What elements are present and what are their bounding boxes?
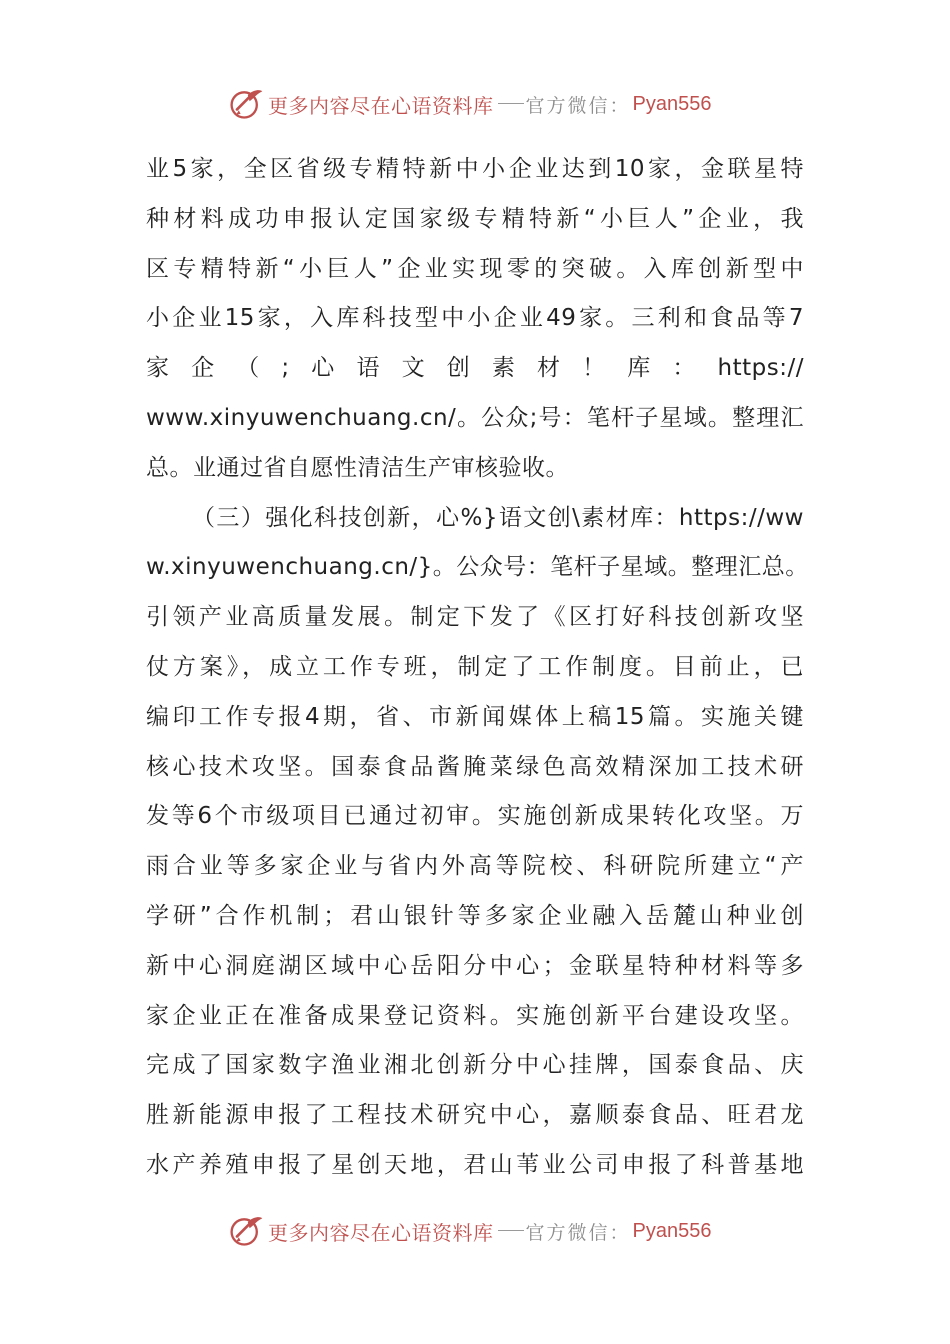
text-line: 学研”合作机制；君山银针等多家企业融入岳麓山种业创 (146, 902, 804, 929)
text-line: 种材料成功申报认定国家级专精特新“小巨人”企业，我 (146, 205, 804, 232)
banner-dash-divider (498, 103, 524, 104)
text-line: 胜新能源申报了工程技术研究中心，嘉顺泰食品、旺君龙 (146, 1102, 804, 1129)
text-line: 区专精特新“小巨人”企业实现零的突破。入库创新型中 (146, 255, 804, 282)
text-line: 核心技术攻坚。国泰食品酱腌菜绿色高效精深加工技术研 (146, 753, 804, 780)
text-line: 水产养殖申报了星创天地，君山苇业公司申报了科普基地 (146, 1151, 804, 1178)
banner-slogan: 更多内容尽在心语资料库 (268, 93, 494, 118)
text-line: 总。业通过省自愿性清洁生产审核验收。 (146, 454, 569, 481)
section-heading-line: （三）强化科技创新，心%}语文创\素材库：https://ww (192, 504, 804, 531)
document-body (146, 145, 809, 1191)
banner-official-label: 官方微信： (525, 1221, 631, 1244)
text-line: 引领产业高质量发展。制定下发了《区打好科技创新攻坚 (146, 604, 804, 631)
banner-wechat-handle: Pyan556 (632, 1219, 712, 1242)
text-line: 雨合业等多家企业与省内外高等院校、科研院所建立“产 (146, 853, 804, 880)
text-line: 发等6个市级项目已通过初审。实施创新成果转化攻坚。万 (146, 803, 804, 830)
text-line: 编印工作专报4期，省、市新闻媒体上稿15篇。实施关键 (146, 703, 804, 730)
text-line: www.xinyuwenchuang.cn/。公众;号：笔杆子星域。整理汇 (146, 404, 804, 431)
text-line: 新中心洞庭湖区域中心岳阳分中心；金联星特种材料等多 (146, 952, 804, 979)
quill-seal-logo-icon (228, 1213, 264, 1249)
footer-banner (228, 1211, 711, 1251)
text-line: w.xinyuwenchuang.cn/}。公众号：笔杆子星域。整理汇总。 (146, 554, 809, 581)
banner-dash-divider (498, 1230, 524, 1231)
text-line: 家企业正在准备成果登记资料。实施创新平台建设攻坚。 (146, 1002, 804, 1029)
quill-seal-logo-icon (228, 86, 264, 122)
header-banner (228, 84, 711, 124)
text-line: 仗方案》，成立工作专班，制定了工作制度。目前止，已 (146, 653, 804, 680)
banner-wechat-handle: Pyan556 (632, 92, 712, 115)
banner-official-label: 官方微信： (525, 94, 631, 117)
text-line: 完成了国家数字渔业湘北创新分中心挂牌，国泰食品、庆 (146, 1052, 804, 1079)
banner-slogan: 更多内容尽在心语资料库 (268, 1220, 494, 1245)
text-line: 业5家，全区省级专精特新中小企业达到10家，金联星特 (146, 156, 804, 182)
text-line: 小企业15家，入库科技型中小企业49家。三利和食品等7 (146, 305, 804, 332)
text-line: 家企（;心语文创素材！库：https:// (146, 355, 804, 382)
